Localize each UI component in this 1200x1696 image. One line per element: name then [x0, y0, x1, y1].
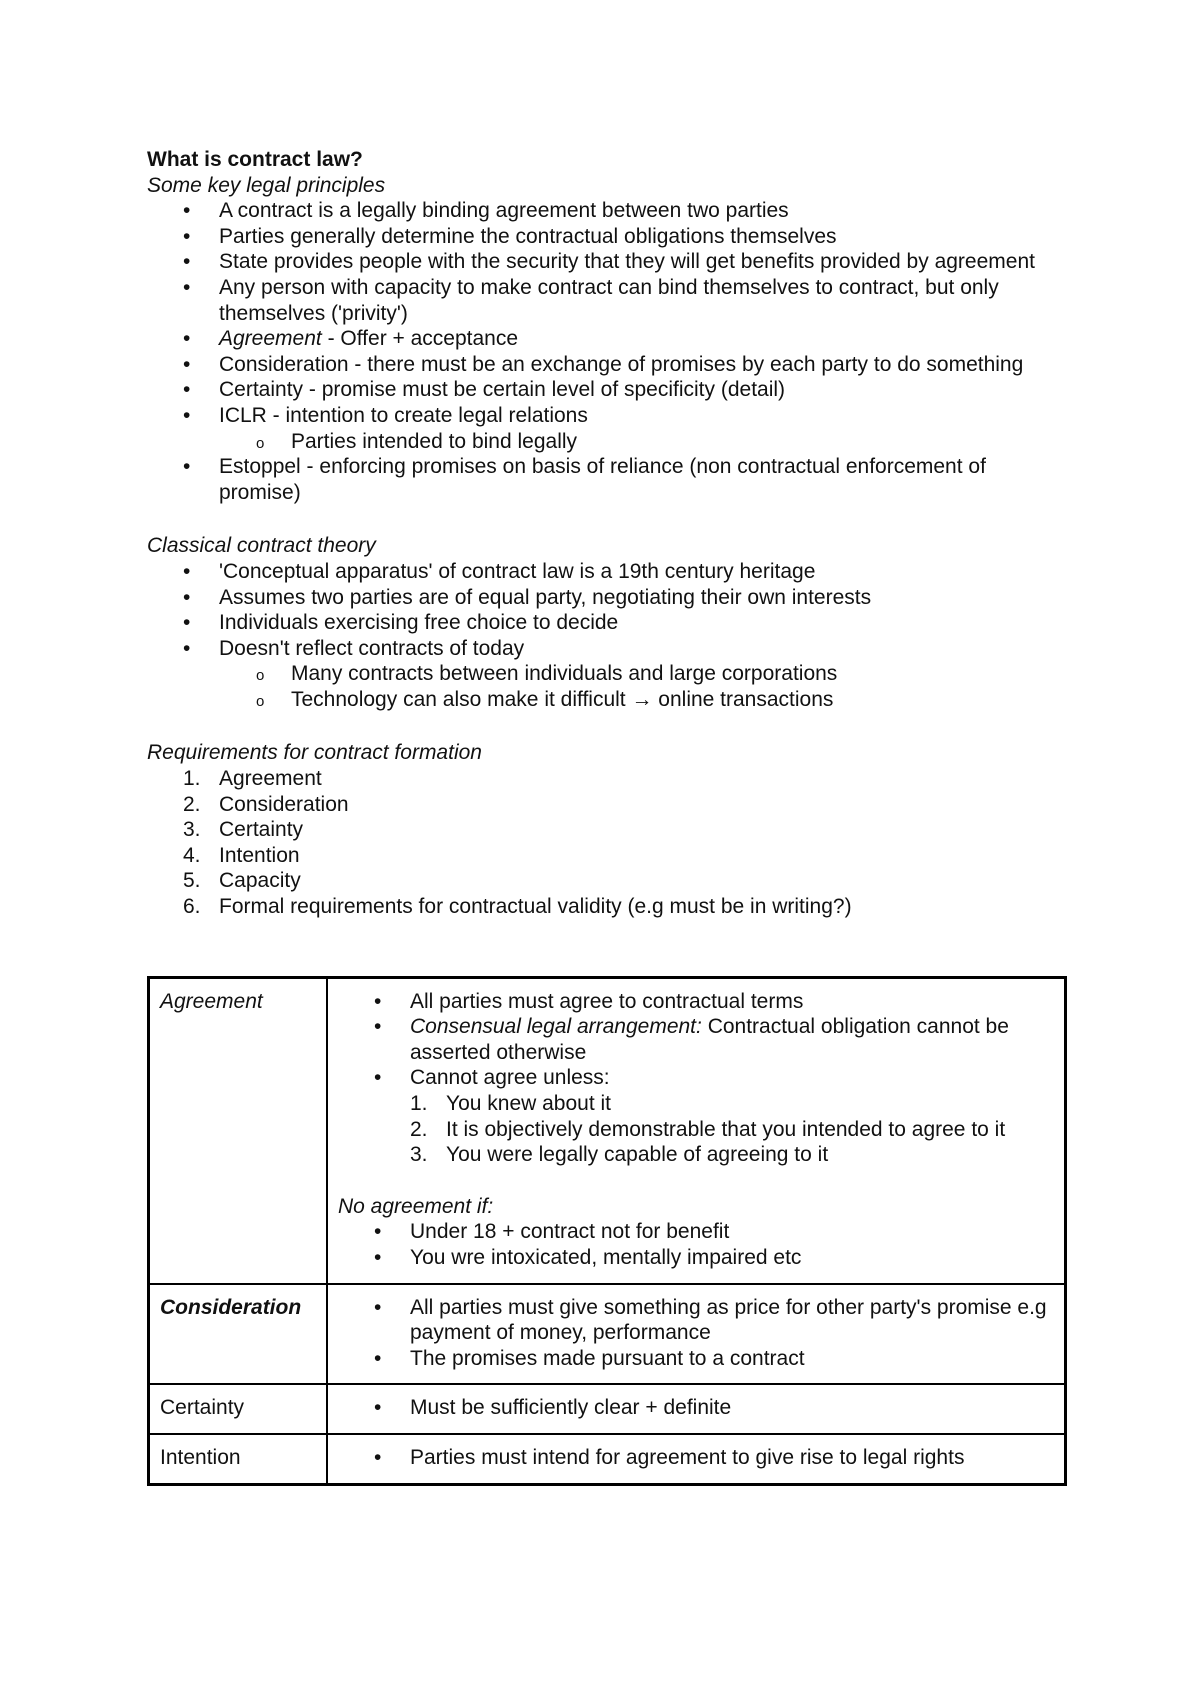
list-item: • Doesn't reflect contracts of today o Many contracts between individuals and large corporations o Technology can also make it difficult → online transactions	[147, 636, 1067, 713]
row-label-certainty: Certainty	[149, 1384, 328, 1434]
sub-list-item: o Many contracts between individuals and large corporations	[219, 661, 1067, 687]
requirements-table	[147, 976, 1067, 1486]
list-item: 6. Formal requirements for contractual validity (e.g must be in writing?)	[147, 894, 1067, 920]
cell-list	[338, 1295, 1054, 1372]
list-item: • All parties must agree to contractual terms	[338, 989, 1054, 1015]
list-item: • Consensual legal arrangement: Contractual obligation cannot be asserted otherwise	[338, 1014, 1054, 1065]
principles-heading: Some key legal principles	[147, 173, 386, 197]
requirements-heading: Requirements for contract formation	[147, 741, 482, 765]
list-item: 3. Certainty	[147, 817, 1067, 843]
cell-list	[338, 1219, 1054, 1270]
list-item: • All parties must give something as price for other party's promise e.g payment of money, performance	[338, 1295, 1054, 1346]
classical-heading: Classical contract theory	[147, 534, 376, 558]
table-row	[149, 977, 1066, 1283]
row-content-consideration	[327, 1284, 1066, 1385]
cell-list	[338, 989, 1054, 1091]
list-item: • Any person with capacity to make contract can bind themselves to contract, but only themselves ('privity')	[147, 275, 1067, 326]
document-page	[147, 147, 1067, 1486]
classical-list	[147, 559, 1067, 713]
sub-list	[219, 661, 1067, 712]
list-item: 1. Agreement	[147, 766, 1067, 792]
cell-list	[338, 1445, 1054, 1471]
list-item: • Cannot agree unless:	[338, 1065, 1054, 1091]
no-agreement-heading: No agreement if:	[338, 1194, 494, 1218]
row-content-certainty	[327, 1384, 1066, 1434]
list-item: • Agreement - Offer + acceptance	[147, 326, 1067, 352]
table-row	[149, 1384, 1066, 1434]
list-item: 2. Consideration	[147, 792, 1067, 818]
row-label-consideration: Consideration	[149, 1284, 328, 1385]
list-item: 4. Intention	[147, 843, 1067, 869]
row-label-intention: Intention	[149, 1434, 328, 1484]
list-item: 3. You were legally capable of agreeing to it	[410, 1142, 1054, 1168]
list-item: • Estoppel - enforcing promises on basis of reliance (non contractual enforcement of promise)	[147, 454, 1067, 505]
list-item: • State provides people with the security that they will get benefits provided by agreement	[147, 249, 1067, 275]
list-item: • Consideration - there must be an exchange of promises by each party to do something	[147, 352, 1067, 378]
row-label-agreement: Agreement	[149, 977, 328, 1283]
row-content-agreement	[327, 977, 1066, 1283]
requirements-list	[147, 766, 1067, 920]
list-item: • Assumes two parties are of equal party, negotiating their own interests	[147, 585, 1067, 611]
principles-list	[147, 198, 1067, 505]
row-content-intention	[327, 1434, 1066, 1484]
list-item: 1. You knew about it	[410, 1091, 1054, 1117]
list-item: • Individuals exercising free choice to decide	[147, 610, 1067, 636]
list-item: • A contract is a legally binding agreement between two parties	[147, 198, 1067, 224]
sub-list	[219, 429, 1067, 455]
list-item: • Under 18 + contract not for benefit	[338, 1219, 1054, 1245]
table-row	[149, 1434, 1066, 1484]
list-item: • Parties must intend for agreement to give rise to legal rights	[338, 1445, 1054, 1471]
list-item: • Must be sufficiently clear + definite	[338, 1395, 1054, 1421]
table-row	[149, 1284, 1066, 1385]
cell-list	[338, 1395, 1054, 1421]
list-item: • You wre intoxicated, mentally impaired etc	[338, 1245, 1054, 1271]
list-item: • 'Conceptual apparatus' of contract law is a 19th century heritage	[147, 559, 1067, 585]
list-item: • ICLR - intention to create legal relations o Parties intended to bind legally	[147, 403, 1067, 454]
sub-list-item: o Parties intended to bind legally	[219, 429, 1067, 455]
list-item: 5. Capacity	[147, 868, 1067, 894]
document-title: What is contract law?	[147, 148, 363, 171]
sub-list-item: o Technology can also make it difficult → online transactions	[219, 687, 1067, 713]
list-item: • The promises made pursuant to a contract	[338, 1346, 1054, 1372]
list-item: • Certainty - promise must be certain level of specificity (detail)	[147, 377, 1067, 403]
list-item: • Parties generally determine the contractual obligations themselves	[147, 224, 1067, 250]
list-item: 2. It is objectively demonstrable that you intended to agree to it	[410, 1117, 1054, 1143]
cell-numbered-list	[410, 1091, 1054, 1168]
